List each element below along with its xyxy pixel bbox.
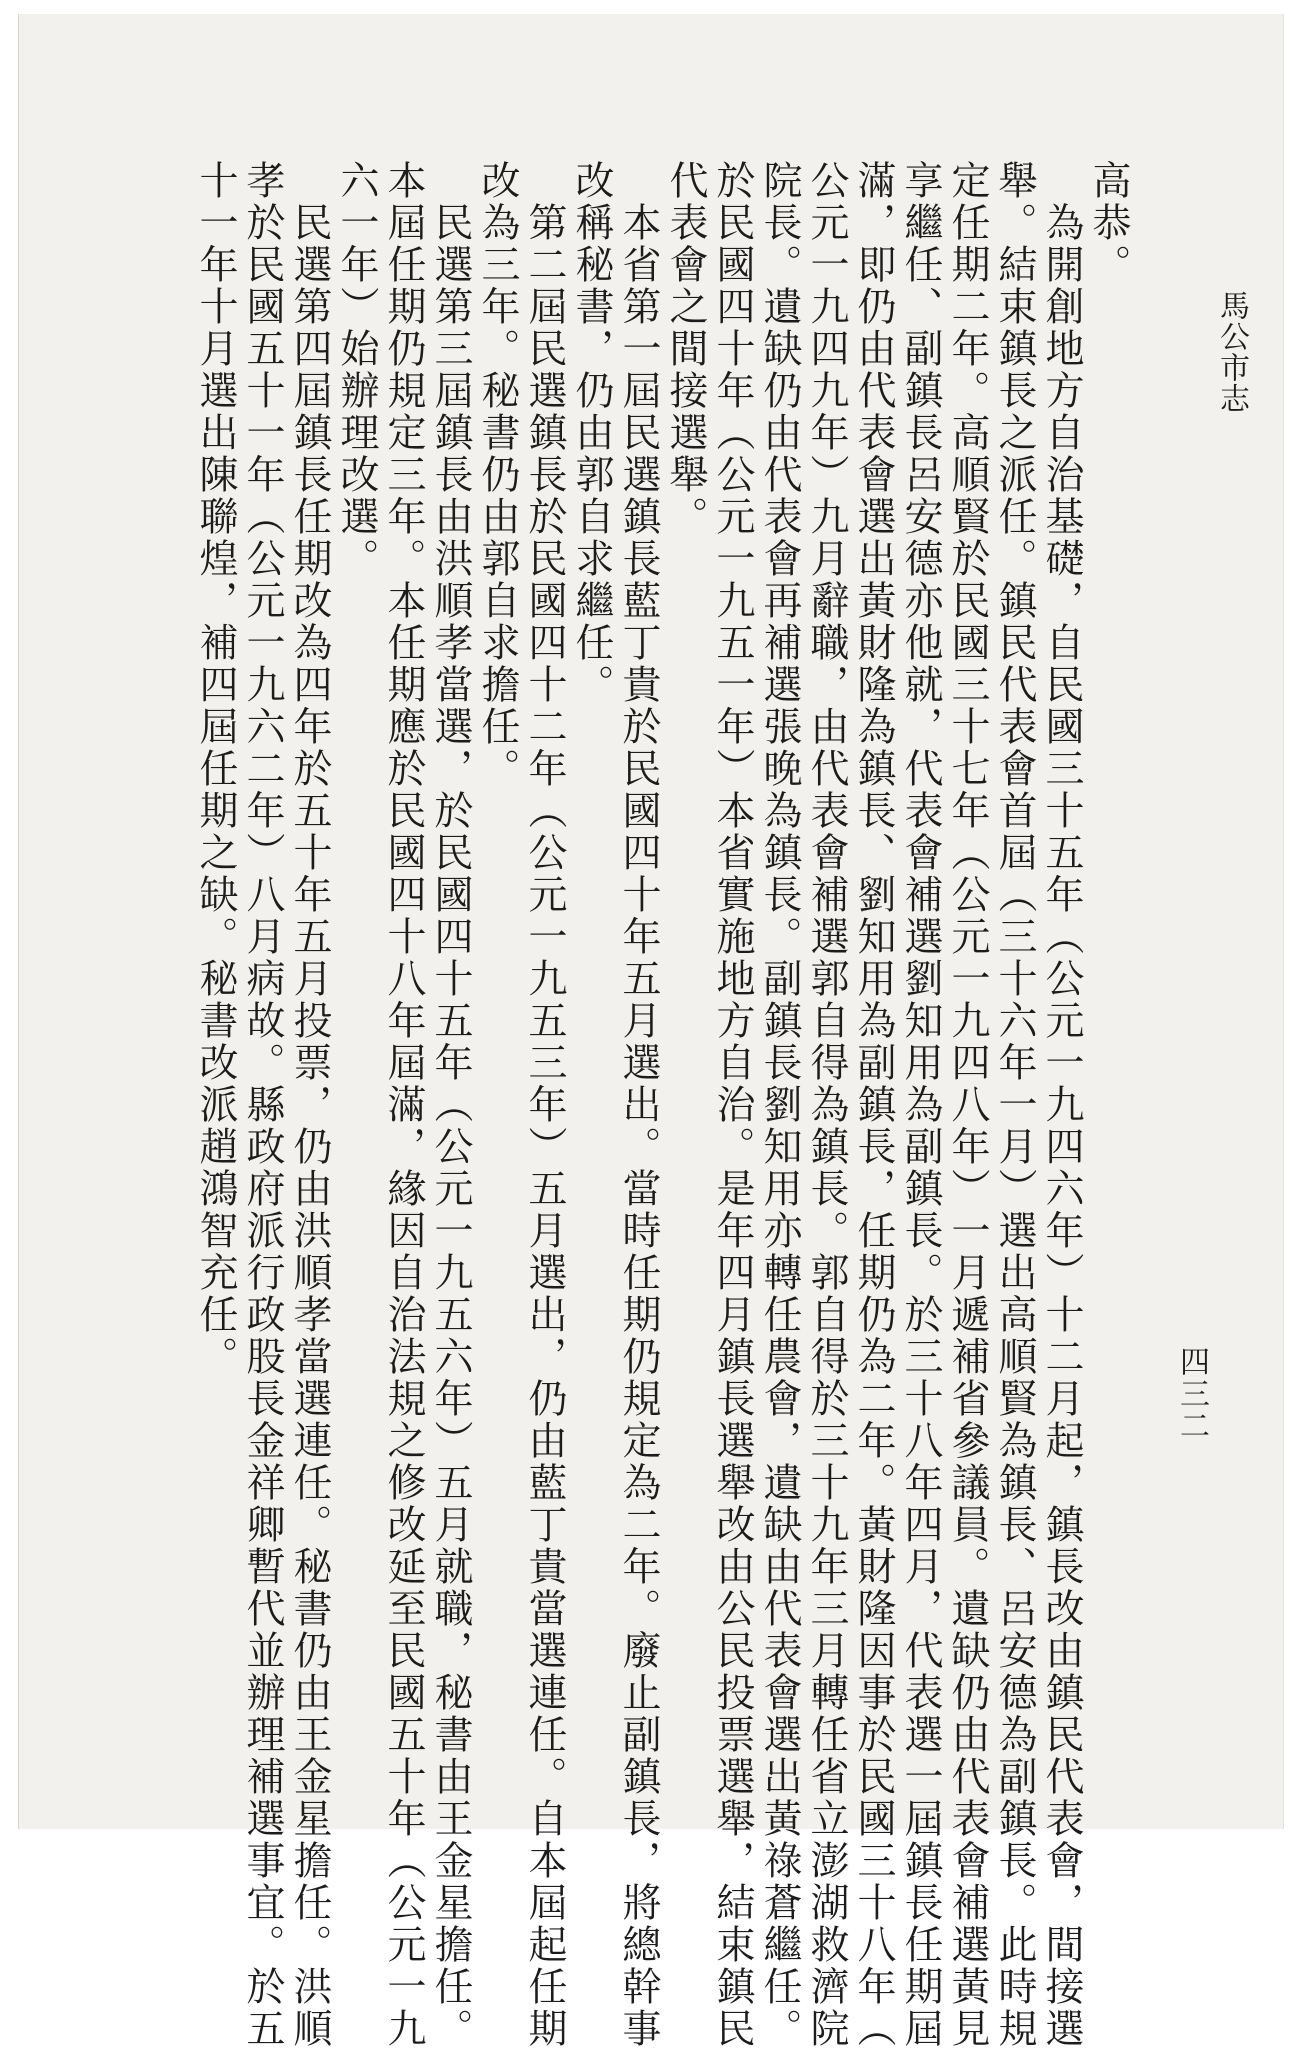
text-column: 改為三年。秘書仍由郭自求擔任。 <box>475 160 520 790</box>
text-column: 民選第四屆鎮長任期改為四年於五十年五月投票，仍由洪順孝當選連任。秘書仍由王金星擔任。洪順 <box>287 202 332 2050</box>
book-title: 馬公市志 <box>1214 290 1249 414</box>
text-column: 六一年）始辦理改選。 <box>334 160 379 580</box>
page-number: 四三二 <box>1174 1346 1209 1442</box>
text-column: 享繼任、副鎮長呂安德亦他就，代表會補選劉知用為副鎮長。於三十八年四月，代表選一屆鎮長任期屆 <box>898 160 943 2050</box>
text-column: 代表會之間接選舉。 <box>663 160 708 538</box>
text-column: 改稱秘書，仍由郭自求繼任。 <box>569 160 614 706</box>
text-column: 第二屆民選鎮長於民國四十二年（公元一九五三年）五月選出，仍由藍丁貴當選連任。自本屆起任期 <box>522 202 567 2050</box>
text-column: 本省第一屆民選鎮長藍丁貴於民國四十年五月選出。當時任期仍規定為二年。廢止副鎮長，將總幹事 <box>616 202 661 2050</box>
text-column: 高恭。 <box>1086 160 1131 286</box>
body-text <box>192 160 1132 2050</box>
text-column: 於民國四十年（公元一九五一年）本省實施地方自治。是年四月鎮長選舉改由公民投票選舉，結束鎮民 <box>710 160 755 2050</box>
text-column: 院長。遺缺仍由代表會再補選張晚為鎮長。副鎮長劉知用亦轉任農會，遺缺由代表會選出黃祿蒼繼任。 <box>757 160 802 2050</box>
text-column: 本屆任期仍規定三年。本任期應於民國四十八年屆滿，緣因自治法規之修改延至民國五十年（公元一九 <box>381 160 426 2050</box>
text-column: 民選第三屆鎮長由洪順孝當選，於民國四十五年（公元一九五六年）五月就職，秘書由王金星擔任。 <box>428 202 473 2050</box>
text-column: 滿，即仍由代表會選出黃財隆為鎮長、劉知用為副鎮長，任期仍為二年。黃財隆因事於民國三十八年（ <box>851 160 896 2050</box>
text-column: 十一年十月選出陳聯煌，補四屆任期之缺。秘書改派趙鴻智充任。 <box>193 160 238 1378</box>
text-column: 定任期二年。高順賢於民國三十七年（公元一九四八年）一月遞補省參議員。遺缺仍由代表會補選黃見 <box>945 160 990 2050</box>
text-column: 孝於民國五十一年（公元一九六二年）八月病故。縣政府派行政股長金祥卿暫代並辦理補選事宜。於五 <box>240 160 285 2050</box>
text-column: 為開創地方自治基礎，自民國三十五年（公元一九四六年）十二月起，鎮長改由鎮民代表會，間接選 <box>1039 202 1084 2050</box>
text-column: 公元一九四九年）九月辭職，由代表會補選郭自得為鎮長。郭自得於三十九年三月轉任省立澎湖救濟院 <box>804 160 849 2050</box>
text-column: 舉。結束鎮長之派任。鎮民代表會首屆（三十六年一月）選出高順賢為鎮長、呂安德為副鎮長。此時規 <box>992 160 1037 2050</box>
